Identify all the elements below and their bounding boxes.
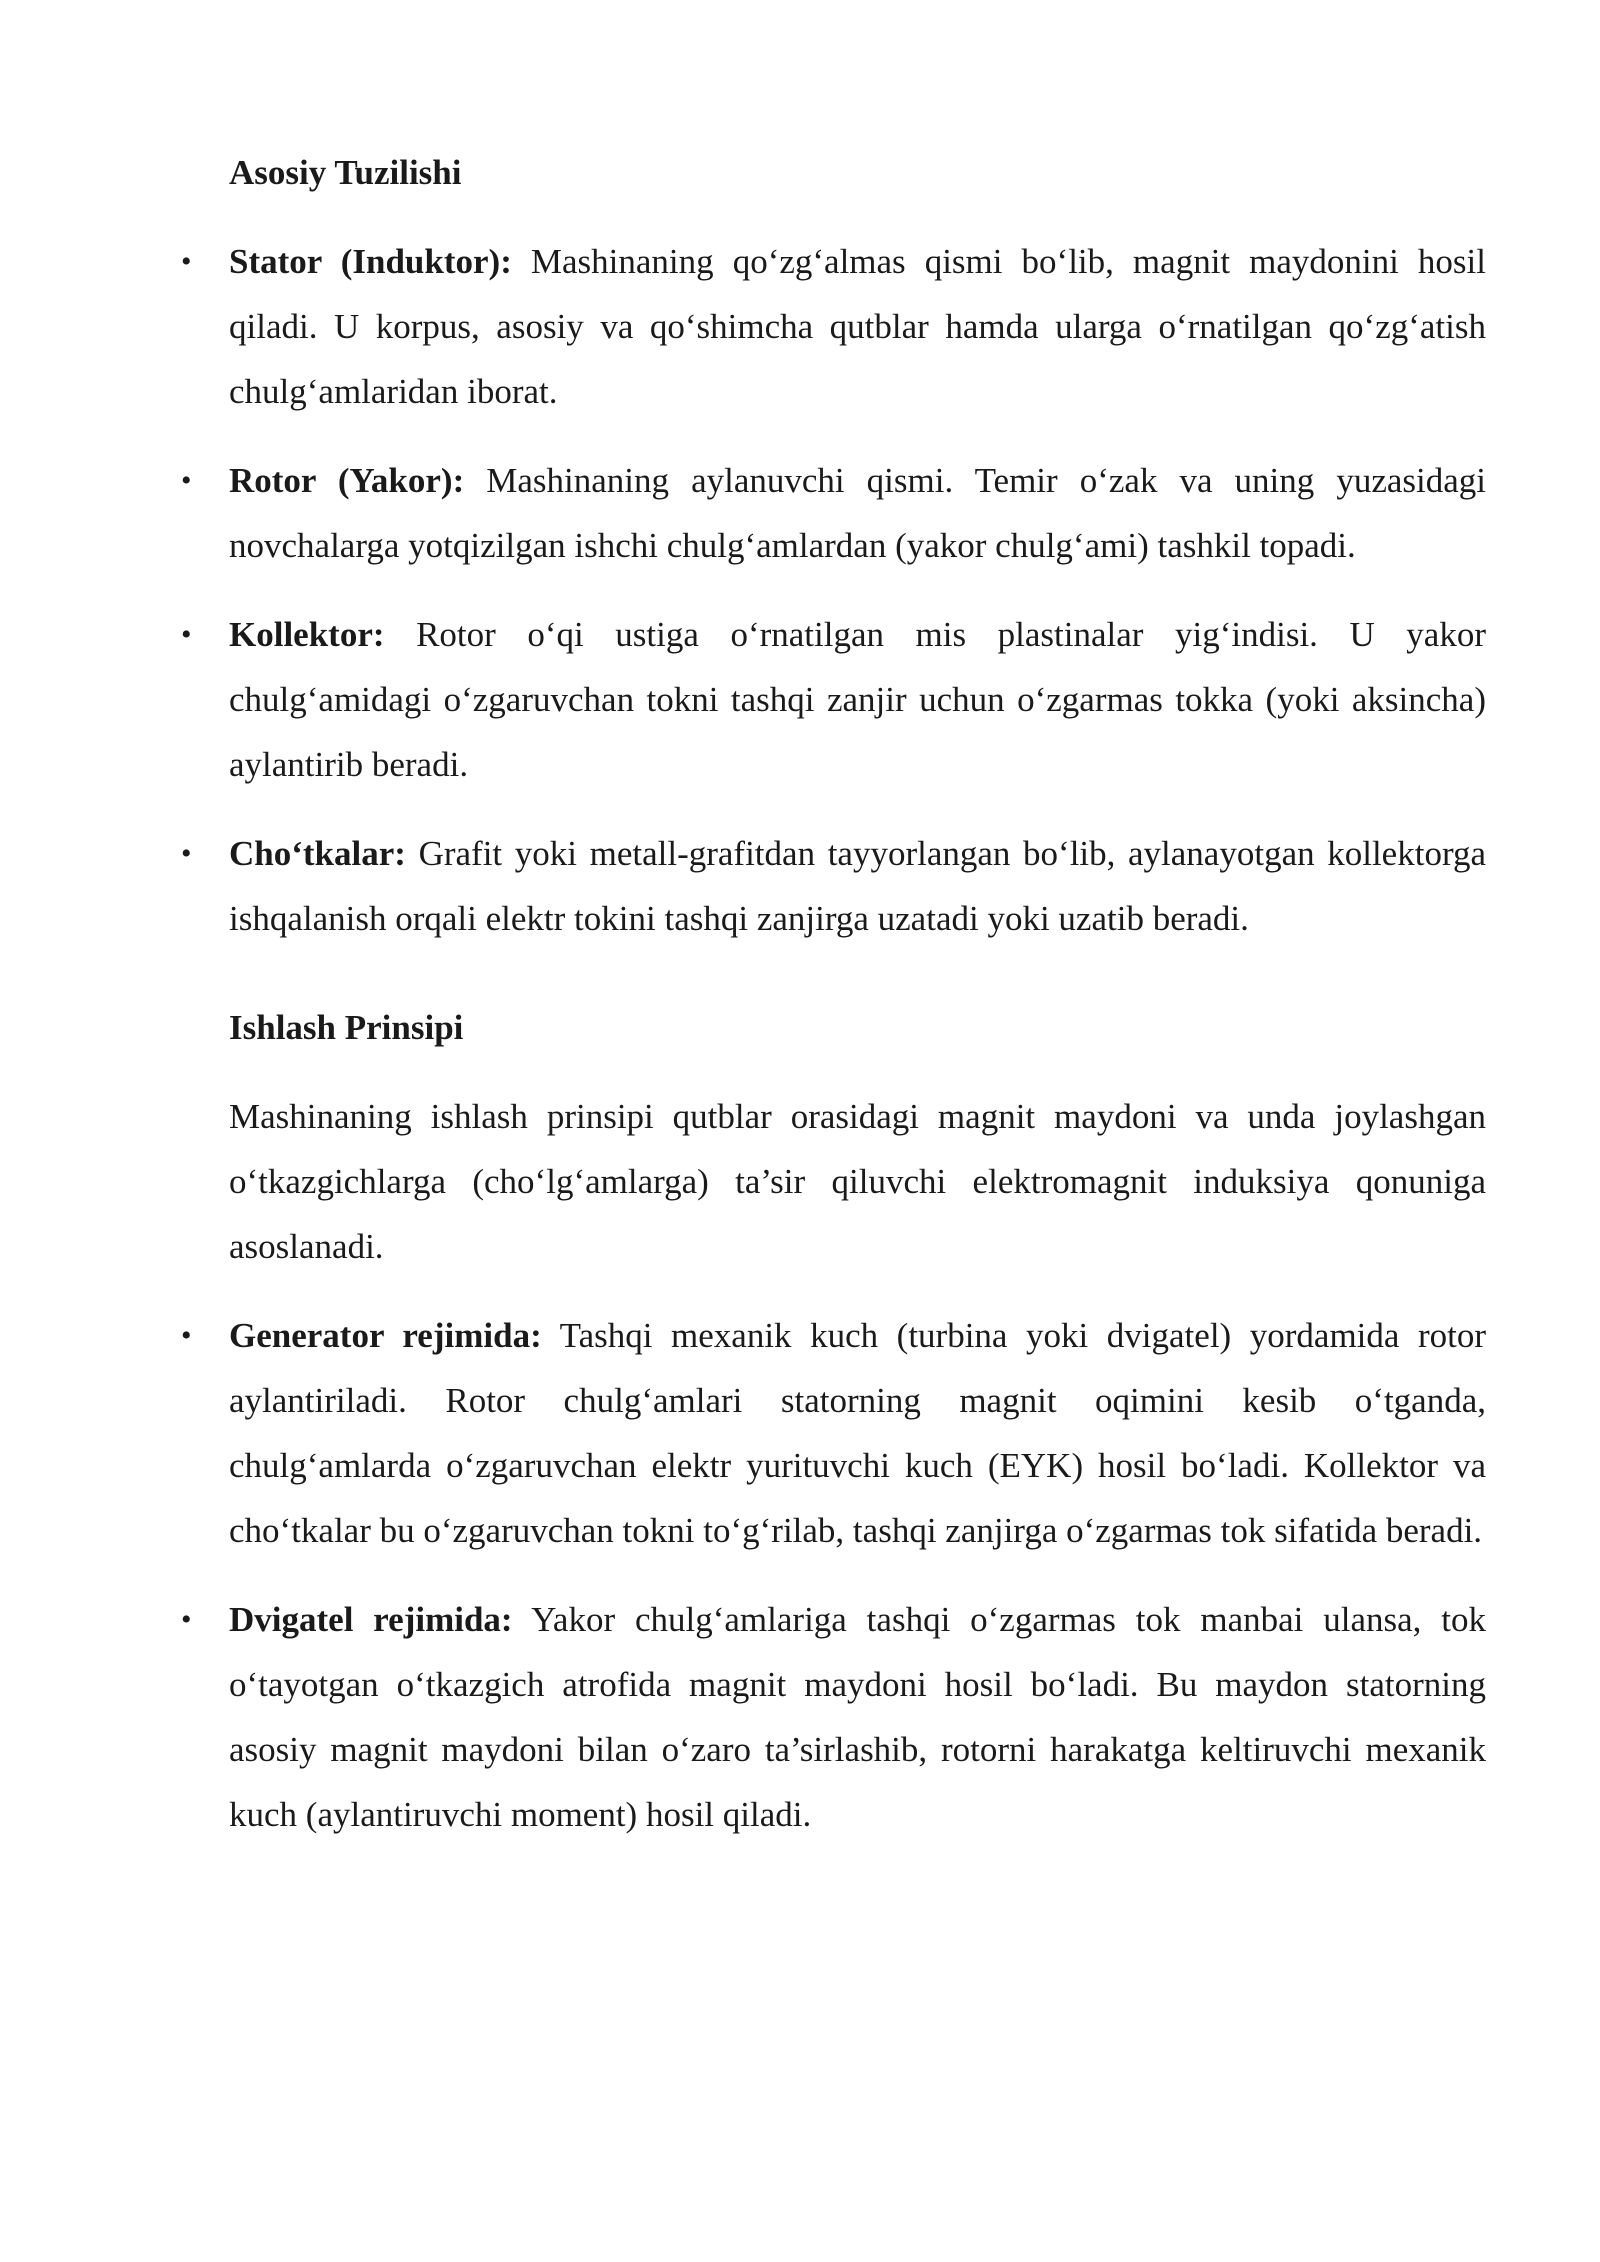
term-label: Dvigatel rejimida: xyxy=(229,1600,513,1639)
bullet-icon: • xyxy=(181,837,192,870)
term-description: Tashqi mexanik kuch (turbina yoki dvigatel) yordamida rotor aylantiriladi. Rotor chulg‘amlari statorning magnit oqimini kesib o‘tganda, chulg‘amlarda o‘zgaruvchan elektr yurituvchi kuch (EYK) hosil bo‘ladi. Kollektor va cho‘tkalar bu o‘zgaruvchan tokni to‘g‘rilab, tashqi zanjirga o‘zgarmas tok sifatida beradi. xyxy=(229,1316,1487,1550)
list-item-chotkalar xyxy=(181,821,1486,951)
bullet-icon: • xyxy=(181,1603,192,1636)
bullet-icon: • xyxy=(181,245,192,278)
document-page xyxy=(181,140,1487,1871)
term-description: Yakor chulg‘amlariga tashqi o‘zgarmas tok manbai ulansa, tok o‘tayotgan o‘tkazgich atrofida magnit maydoni hosil bo‘ladi. Bu maydon statorning asosiy magnit maydoni bilan o‘zaro ta’sirlashib, rotorni harakatga keltiruvchi mexanik kuch (aylantiruvchi moment) hosil qiladi. xyxy=(229,1600,1486,1834)
bullet-icon: • xyxy=(181,1319,192,1352)
term-description: Mashinaning qo‘zg‘almas qismi bo‘lib, magnit maydonini hosil qiladi. U korpus, asosiy va qo‘shimcha qutblar hamda ularga o‘rnatilgan qo‘zg‘atish chulg‘amlaridan iborat. xyxy=(229,242,1486,411)
section-heading-principle: Ishlash Prinsipi xyxy=(229,1008,464,1047)
structure-list xyxy=(181,229,1486,951)
principle-list xyxy=(181,1303,1487,1847)
list-item-stator xyxy=(181,229,1486,424)
term-label: Kollektor: xyxy=(229,615,385,654)
term-description: Rotor o‘qi ustiga o‘rnatilgan mis plastinalar yig‘indisi. U yakor chulg‘amidagi o‘zgaruvchan tokni tashqi zanjir uchun o‘zgarmas tokka (yoki aksincha) aylantirib beradi. xyxy=(229,615,1486,784)
term-label: Stator (Induktor): xyxy=(229,242,512,281)
list-item-kollektor xyxy=(181,602,1486,797)
list-item-generator-mode xyxy=(181,1303,1487,1563)
list-item-motor-mode xyxy=(181,1587,1486,1847)
term-description: Grafit yoki metall-grafitdan tayyorlangan bo‘lib, aylanayotgan kollektorga ishqalanish orqali elektr tokini tashqi zanjirga uzatadi yoki uzatib beradi. xyxy=(229,834,1486,938)
bullet-icon: • xyxy=(181,618,192,651)
term-label: Cho‘tkalar: xyxy=(229,834,406,873)
principle-intro-paragraph: Mashinaning ishlash prinsipi qutblar orasidagi magnit maydoni va unda joylashgan o‘tkazgichlarga (cho‘lg‘amlarga) ta’sir qiluvchi elektromagnit induksiya qonuniga asoslanadi. xyxy=(229,1097,1486,1266)
term-description: Mashinaning aylanuvchi qismi. Temir o‘zak va uning yuzasidagi novchalarga yotqizilgan ishchi chulg‘amlardan (yakor chulg‘ami) tashkil topadi. xyxy=(229,461,1486,565)
section-heading-structure: Asosiy Tuzilishi xyxy=(229,153,462,192)
bullet-icon: • xyxy=(181,464,192,497)
term-label: Generator rejimida: xyxy=(229,1316,542,1355)
term-label: Rotor (Yakor): xyxy=(229,461,465,500)
list-item-rotor xyxy=(181,448,1486,578)
